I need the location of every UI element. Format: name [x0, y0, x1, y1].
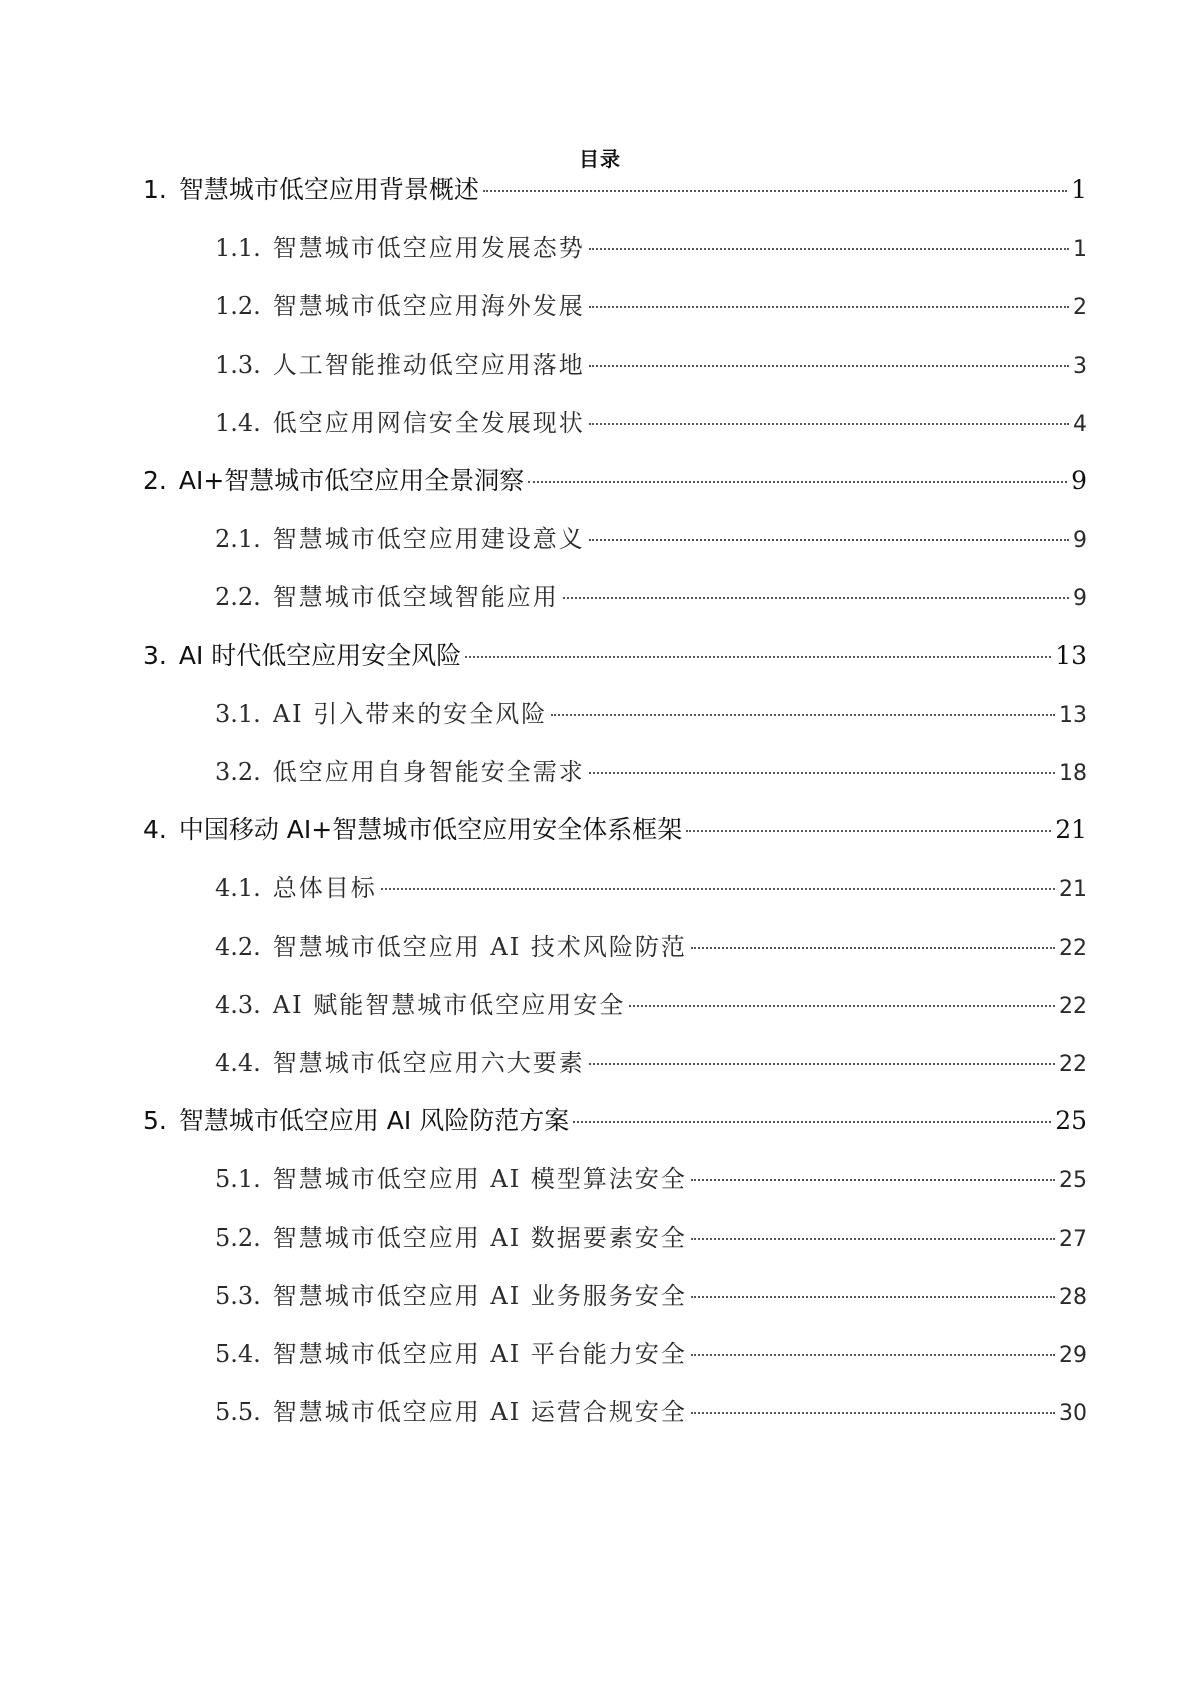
toc-entry-number: 4.1.	[215, 874, 261, 902]
toc-entry-title: 智慧城市低空应用建设意义	[272, 525, 585, 553]
toc-entry-page-number: 21	[1055, 815, 1087, 844]
toc-section-entry[interactable]	[215, 348, 1087, 382]
toc-entry-title: 智慧城市低空应用海外发展	[272, 292, 585, 320]
toc-entry-number: 1.	[143, 175, 167, 204]
toc-entry-title: AI 赋能智慧城市低空应用安全	[272, 991, 626, 1019]
toc-entry-title: 智慧城市低空应用 AI 模型算法安全	[272, 1165, 687, 1193]
toc-entry-number: 3.1.	[215, 700, 261, 728]
toc-entry-number: 4.3.	[215, 991, 261, 1019]
toc-dot-leader	[589, 539, 1069, 541]
toc-entry-page-number: 30	[1059, 1401, 1087, 1426]
toc-section-entry[interactable]	[215, 1279, 1087, 1313]
toc-dot-leader	[691, 1296, 1055, 1298]
toc-chapter-entry[interactable]	[143, 813, 1087, 847]
toc-entry-title: 人工智能推动低空应用落地	[272, 351, 585, 379]
toc-dot-leader	[589, 772, 1055, 774]
toc-entry-page-number: 4	[1073, 412, 1087, 437]
toc-entry-title: 智慧城市低空应用 AI 运营合规安全	[272, 1398, 687, 1426]
toc-entry-number: 3.	[143, 641, 167, 670]
toc-entry-number: 1.3.	[215, 351, 261, 379]
toc-entry-page-number: 25	[1055, 1106, 1087, 1135]
toc-dot-leader	[589, 306, 1069, 308]
toc-entry-title: 智慧城市低空应用 AI 数据要素安全	[272, 1224, 687, 1252]
toc-entry-title: 智慧城市低空应用 AI 技术风险防范	[272, 933, 687, 961]
toc-entry-page-number: 29	[1059, 1343, 1087, 1368]
toc-entry-page-number: 1	[1071, 175, 1087, 204]
toc-dot-leader	[686, 830, 1051, 832]
toc-entry-number: 5.3.	[215, 1282, 261, 1310]
toc-dot-leader	[381, 888, 1055, 890]
toc-dot-leader	[589, 423, 1069, 425]
toc-entry-page-number: 22	[1059, 936, 1087, 961]
toc-section-entry[interactable]	[215, 289, 1087, 323]
toc-entry-title: 智慧城市低空应用 AI 风险防范方案	[178, 1106, 570, 1135]
toc-entry-page-number: 21	[1059, 877, 1087, 902]
toc-dot-leader	[573, 1121, 1051, 1123]
toc-entry-page-number: 27	[1059, 1227, 1087, 1252]
toc-dot-leader	[629, 1005, 1055, 1007]
toc-entry-title: 智慧城市低空应用发展态势	[272, 234, 585, 262]
toc-entry-number: 4.2.	[215, 933, 261, 961]
toc-entry-page-number: 13	[1059, 703, 1087, 728]
toc-chapter-entry[interactable]	[143, 464, 1087, 498]
toc-dot-leader	[691, 1238, 1055, 1240]
toc-entry-page-number: 9	[1071, 466, 1087, 495]
toc-entry-title: AI 引入带来的安全风险	[272, 700, 548, 728]
toc-dot-leader	[691, 947, 1055, 949]
toc-section-entry[interactable]	[215, 1162, 1087, 1196]
toc-entry-page-number: 22	[1059, 994, 1087, 1019]
toc-entry-page-number: 13	[1055, 641, 1087, 670]
toc-entry-page-number: 25	[1059, 1168, 1087, 1193]
toc-section-entry[interactable]	[215, 522, 1087, 556]
toc-entry-title: 智慧城市低空应用六大要素	[272, 1049, 585, 1077]
toc-dot-leader	[551, 714, 1055, 716]
toc-dot-leader	[691, 1354, 1055, 1356]
toc-entry-number: 1.2.	[215, 292, 261, 320]
toc-entry-title: 低空应用自身智能安全需求	[272, 758, 585, 786]
toc-entry-title: 中国移动 AI+智慧城市低空应用安全体系框架	[178, 815, 683, 844]
toc-dot-leader	[563, 597, 1069, 599]
toc-section-entry[interactable]	[215, 406, 1087, 440]
toc-section-entry[interactable]	[215, 871, 1087, 905]
toc-entry-number: 1.4.	[215, 409, 261, 437]
toc-entry-number: 5.	[143, 1106, 167, 1135]
toc-entry-page-number: 9	[1073, 586, 1087, 611]
toc-section-entry[interactable]	[215, 755, 1087, 789]
toc-entry-number: 2.	[143, 466, 167, 495]
toc-entry-page-number: 2	[1073, 295, 1087, 320]
toc-entry-title: 低空应用网信安全发展现状	[272, 409, 585, 437]
toc-dot-leader	[691, 1179, 1055, 1181]
toc-entry-title: 智慧城市低空应用 AI 业务服务安全	[272, 1282, 687, 1310]
toc-entry-title: AI 时代低空应用安全风险	[178, 641, 462, 670]
toc-entry-number: 4.	[143, 815, 167, 844]
toc-chapter-entry[interactable]	[143, 639, 1087, 673]
toc-entry-number: 2.1.	[215, 525, 261, 553]
toc-entry-page-number: 9	[1073, 528, 1087, 553]
toc-title: 目录	[579, 147, 621, 171]
toc-section-entry[interactable]	[215, 930, 1087, 964]
toc-section-entry[interactable]	[215, 580, 1087, 614]
toc-dot-leader	[589, 365, 1069, 367]
toc-entry-number: 5.1.	[215, 1165, 261, 1193]
toc-dot-leader	[528, 481, 1067, 483]
toc-section-entry[interactable]	[215, 1395, 1087, 1429]
toc-entry-title: 智慧城市低空域智能应用	[272, 583, 559, 611]
toc-entry-number: 5.2.	[215, 1224, 261, 1252]
toc-section-entry[interactable]	[215, 1046, 1087, 1080]
toc-entry-page-number: 28	[1059, 1285, 1087, 1310]
toc-entry-title: AI+智慧城市低空应用全景洞察	[178, 466, 525, 495]
toc-entry-number: 5.4.	[215, 1340, 261, 1368]
toc-dot-leader	[465, 656, 1051, 658]
toc-section-entry[interactable]	[215, 231, 1087, 265]
toc-entry-title: 总体目标	[272, 874, 377, 902]
toc-dot-leader	[691, 1412, 1055, 1414]
toc-dot-leader	[589, 1063, 1055, 1065]
toc-entry-page-number: 1	[1073, 237, 1087, 262]
toc-entry-number: 2.2.	[215, 583, 261, 611]
toc-entry-number: 4.4.	[215, 1049, 261, 1077]
toc-dot-leader	[483, 190, 1067, 192]
toc-chapter-entry[interactable]	[143, 173, 1087, 207]
toc-entry-page-number: 18	[1059, 761, 1087, 786]
toc-entry-number: 1.1.	[215, 234, 261, 262]
toc-entry-number: 3.2.	[215, 758, 261, 786]
toc-dot-leader	[589, 248, 1069, 250]
toc-section-entry[interactable]	[215, 697, 1087, 731]
toc-entry-title: 智慧城市低空应用 AI 平台能力安全	[272, 1340, 687, 1368]
toc-entry-page-number: 22	[1059, 1052, 1087, 1077]
toc-entry-title: 智慧城市低空应用背景概述	[178, 175, 479, 204]
toc-section-entry[interactable]	[215, 1337, 1087, 1371]
toc-section-entry[interactable]	[215, 1221, 1087, 1255]
toc-chapter-entry[interactable]	[143, 1104, 1087, 1138]
toc-entry-page-number: 3	[1073, 354, 1087, 379]
toc-section-entry[interactable]	[215, 988, 1087, 1022]
toc-entry-number: 5.5.	[215, 1398, 261, 1426]
